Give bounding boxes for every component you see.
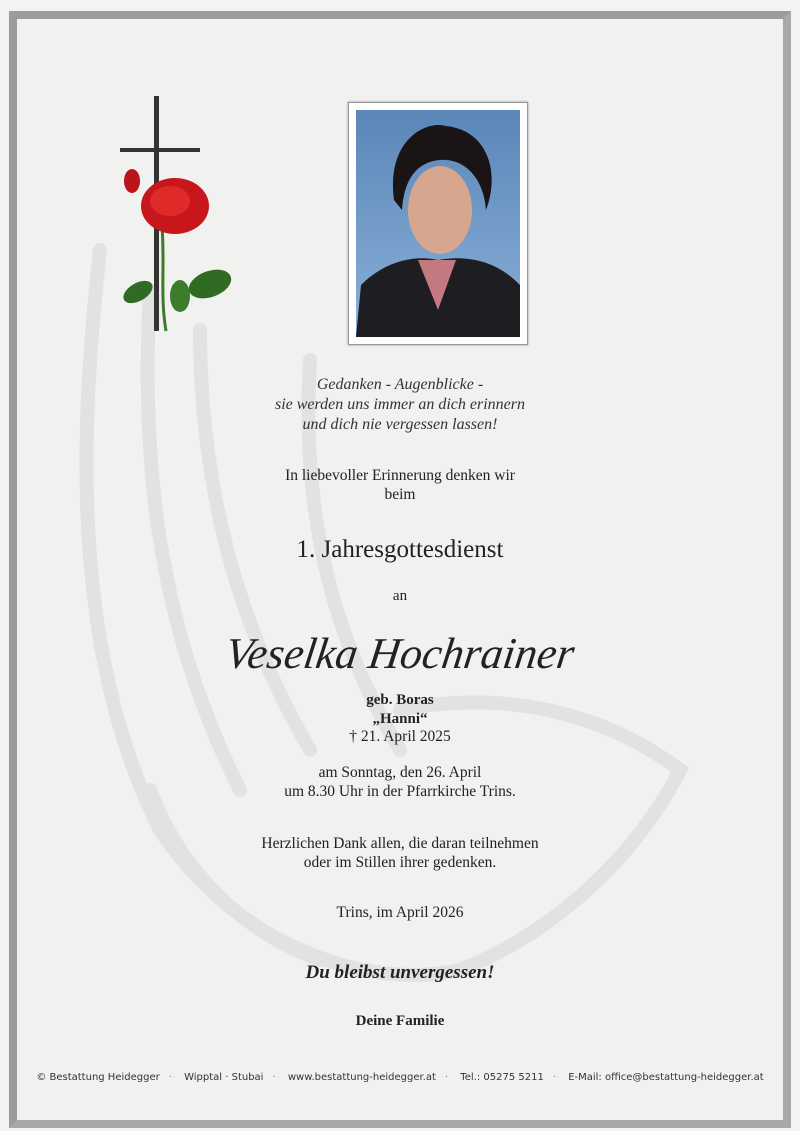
intro-text [0,466,800,504]
service-details [0,763,800,801]
footer-website[interactable]: www.bestattung-heidegger.at [287,1072,436,1083]
cross-with-rose-icon [110,96,235,336]
poem-line: Gedanken - Augenblicke - [316,376,484,393]
poem-line: und dich nie vergessen lassen! [302,416,498,433]
connector-text: an [392,588,408,604]
intro-line: beim [384,486,416,503]
nickname: „Hanni“ [372,711,428,727]
motto: Du bleibst unvergessen! [305,962,495,983]
thanks-line: Herzlichen Dank allen, die daran teilnehmen [261,835,539,852]
footer-phone: Tel.: 05275 5211 [460,1072,544,1083]
footer-region: Wipptal · Stubai [184,1072,264,1083]
portrait-photo [348,102,528,345]
thanks-line: oder im Stillen ihrer gedenken. [303,854,497,871]
poem-line: sie werden uns immer an dich erinnern [274,396,526,413]
place-date: Trins, im April 2026 [336,904,464,921]
praying-hands-background [40,230,740,1010]
service-date: am Sonntag, den 26. April [318,764,482,781]
deceased-name: Veselka Hochrainer [222,629,578,678]
signature: Deine Familie [355,1013,445,1029]
footer-email[interactable]: E-Mail: office@bestattung-heidegger.at [568,1072,764,1083]
service-location: um 8.30 Uhr in der Pfarrkirche Trins. [284,783,516,800]
maiden-name: geb. Boras [366,692,434,708]
footer: © Bestattung Heidegger · Wipptal · Stubai · www.bestattung-heidegger.at · Tel.: 05275 5211 · E-Mail: office@bestattung-heidegger.at [36,1072,764,1083]
death-date: † 21. April 2025 [349,728,451,745]
service-title: 1. Jahresgottesdienst [296,536,504,563]
intro-line: In liebevoller Erinnerung denken wir [285,467,515,484]
poem [0,375,800,435]
thanks-text [0,834,800,872]
footer-copyright: © Bestattung Heidegger [36,1072,160,1083]
